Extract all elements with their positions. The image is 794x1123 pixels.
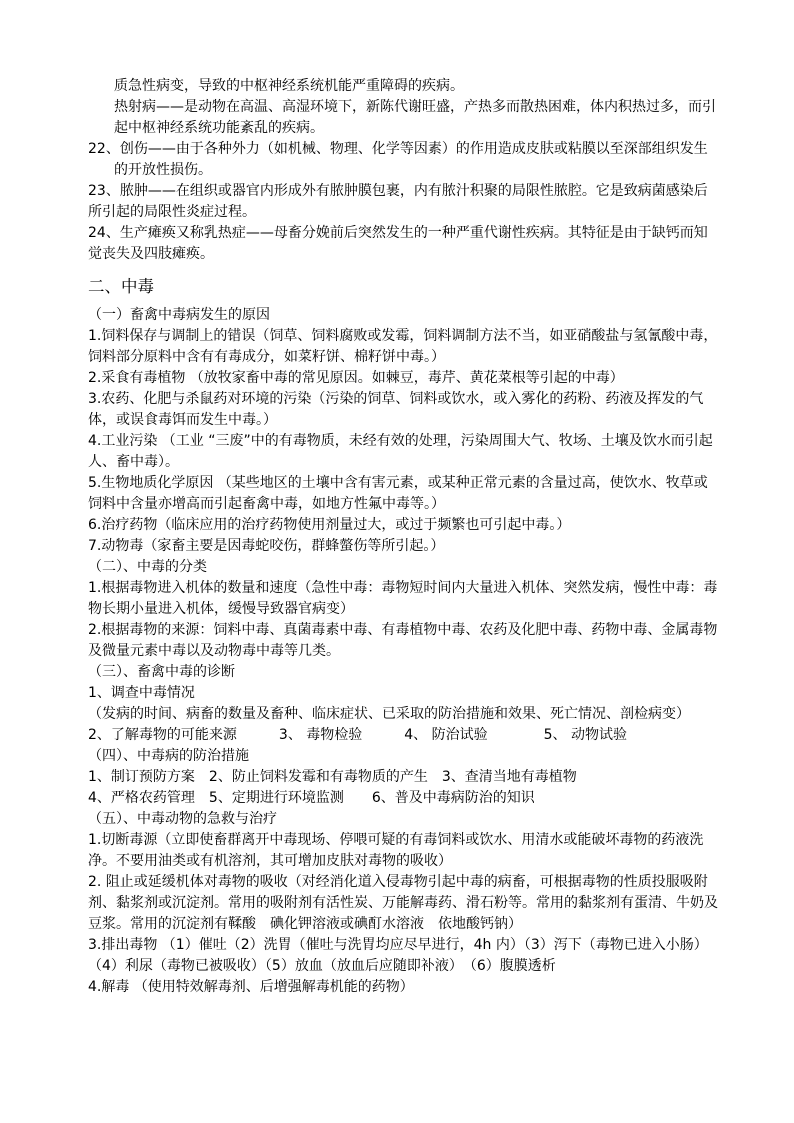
list-item: 3.排出毒物 （1）催吐（2）洗胃（催吐与洗胃均应尽早进行，4h 内）（3）泻下（毒物已进入小肠）（4）利尿（毒物已被吸收）（5）放血（放血后应随即补液） （6）腹膜透析	[88, 937, 708, 974]
list-item: 1.根据毒物进入机体的数量和速度（急性中毒：毒物短时间内大量进入机体、突然发病，慢性中毒：毒物长期小量进入机体，缓慢导致器官病变）	[88, 580, 718, 617]
list-item: 3.农药、化肥与杀鼠药对环境的污染（污染的饲草、饲料或饮水，或入雾化的药粉、药液及挥发的气体，或误食毒饵而发生中毒。）	[88, 391, 704, 428]
paragraph-encephalopathy-end: 质急性病变，导致的中枢神经系统机能严重障碍的疾病。	[114, 78, 464, 94]
paragraph-22-trauma: 22、创伤——由于各种外力（如机械、物理、化学等因素）的作用造成皮肤或粘膜以至深部组织发生的开放性损伤。	[88, 141, 708, 178]
list-item: 6.治疗药物（临床应用的治疗药物使用剂量过大，或过于频繁也可引起中毒。）	[88, 517, 571, 533]
subsection-title-classification: （二）、中毒的分类	[88, 559, 207, 575]
list-item: 1.切断毒源（立即使畜群离开中毒现场、停喂可疑的有毒饲料或饮水、用清水或能破坏毒物的药液洗净。不要用油类或有机溶剂，其可增加皮肤对毒物的吸收）	[88, 832, 704, 869]
paragraph-24-parturient-paresis: 24、生产瘫痪又称乳热症——母畜分娩前后突然发生的一种严重代谢性疾病。其特征是由于缺钙而知觉丧失及四肢瘫痪。	[88, 225, 708, 262]
list-item: 1、制订预防方案 2、防止饲料发霉和有毒物质的产生 3、查清当地有毒植物	[88, 769, 577, 785]
list-item: 4、严格农药管理 5、定期进行环境监测 6、普及中毒病防治的知识	[88, 790, 535, 806]
subsection-title-diagnosis: （三）、畜禽中毒的诊断	[88, 664, 235, 680]
list-item: 1、调查中毒情况	[88, 685, 195, 701]
paragraph-heatstroke: 热射病——是动物在高温、高湿环境下，新陈代谢旺盛，产热多而散热困难，体内积热过多，而引起中枢神经系统功能紊乱的疾病。	[114, 99, 716, 136]
section-heading-poisoning: 二、中毒	[88, 277, 154, 296]
subsection-title-causes: （一）畜禽中毒病发生的原因	[88, 307, 270, 323]
list-item: 5.生物地质化学原因 （某些地区的土壤中含有害元素，或某种正常元素的含量过高，使饮水、牧草或饲料中含量亦增高而引起畜禽中毒，如地方性氟中毒等。）	[88, 475, 708, 512]
list-item: （发病的时间、病畜的数量及畜种、临床症状、已采取的防治措施和效果、死亡情况、剖检病变）	[88, 706, 690, 722]
list-item: 2、了解毒物的可能来源 3、 毒物检验 4、 防治试验 5、 动物试验	[88, 727, 627, 743]
paragraph-23-abscess: 23、脓肿——在组织或器官内形成外有脓肿膜包裹，内有脓汁积聚的局限性脓腔。它是致病菌感染后所引起的局限性炎症过程。	[88, 183, 708, 220]
list-item: 1.饲料保存与调制上的错误（饲草、饲料腐败或发霉，饲料调制方法不当，如亚硝酸盐与氢氰酸中毒，饲料部分原料中含有有毒成分，如菜籽饼、棉籽饼中毒。）	[88, 328, 718, 365]
list-item: 2.根据毒物的来源：饲料中毒、真菌毒素中毒、有毒植物中毒、农药及化肥中毒、药物中毒、金属毒物及微量元素中毒以及动物毒中毒等几类。	[88, 622, 718, 659]
list-item: 4.解毒 （使用特效解毒剂、后增强解毒机能的药物）	[88, 979, 414, 995]
document-page	[88, 76, 718, 998]
subsection-title-prevention: （四）、中毒病的防治措施	[88, 748, 249, 764]
subsection-title-treatment: （五）、中毒动物的急救与治疗	[88, 811, 277, 827]
list-item: 4.工业污染 （工业 “三废”中的有毒物质，未经有效的处理，污染周围大气、牧场、土壤及饮水而引起人、畜中毒）。	[88, 433, 713, 470]
list-item: 2.采食有毒植物 （放牧家畜中毒的常见原因。如棘豆，毒芹、黄花菜根等引起的中毒）	[88, 370, 624, 386]
list-item: 7.动物毒（家畜主要是因毒蛇咬伤，群蜂螫伤等所引起。）	[88, 538, 445, 554]
list-item: 2. 阻止或延缓机体对毒物的吸收（对经消化道入侵毒物引起中毒的病畜，可根据毒物的性质投服吸附剂、黏浆剂或沉淀剂。常用的吸附剂有活性炭、万能解毒药、滑石粉等。常用的黏浆剂有蛋清、牛奶及豆浆。常用的沉淀剂有鞣酸 碘化钾溶液或碘酊水溶液 依地酸钙钠）	[88, 874, 718, 932]
